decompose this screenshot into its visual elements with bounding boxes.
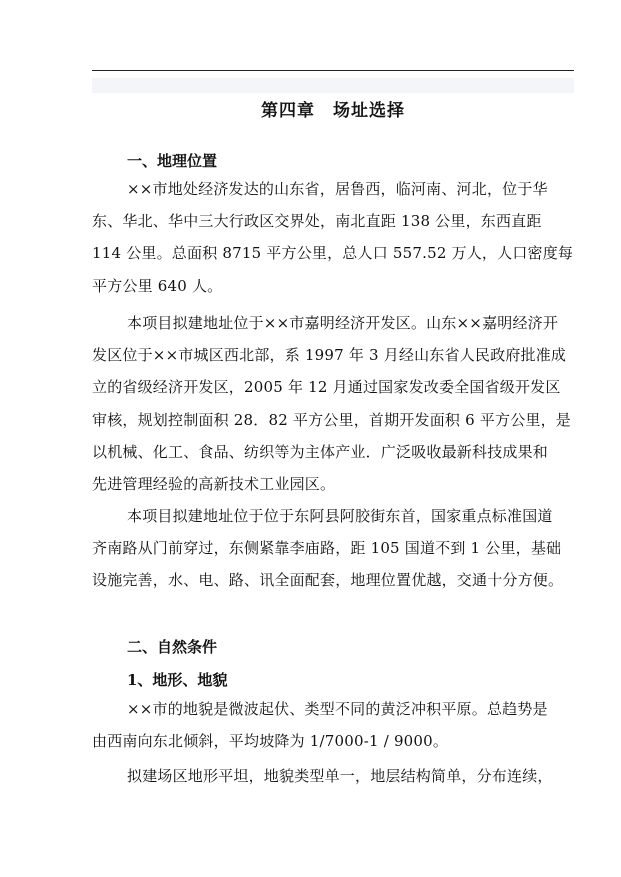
paragraph-project-site xyxy=(92,307,571,500)
chapter-name: 场址选择 xyxy=(333,101,405,121)
text-line: 东、华北、华中三大行政区交界处，南北直距 138 公里，东西直距 xyxy=(92,212,542,231)
text-line: 发区位于××市城区西北部，系 1997 年 3 月经山东省人民政府批准成 xyxy=(92,346,567,365)
chapter-number: 第四章 xyxy=(261,101,315,121)
text-line: 本项目拟建地址位于位于东阿县阿胶街东首，国家重点标准国道 xyxy=(127,507,553,525)
header-rule xyxy=(92,70,574,71)
chapter-title xyxy=(92,96,574,121)
header-shade xyxy=(92,78,574,93)
text-line: 拟建场区地形平坦，地貌类型单一，地层结构简单，分布连续， xyxy=(127,767,553,785)
text-line: 本项目拟建地址位于××市嘉明经济开发区。山东××嘉明经济开 xyxy=(127,314,559,332)
text-line: 立的省级经济开发区，2005 年 12 月通过国家发改委全国省级开发区 xyxy=(92,378,561,397)
paragraph-site-terrain xyxy=(92,760,568,792)
paragraph-site-access xyxy=(92,500,568,597)
text-line: 以机械、化工、食品、纺织等为主体产业．广泛吸收最新科技成果和 xyxy=(92,442,549,461)
section-heading-natural: 二、自然条件 xyxy=(127,638,218,656)
section-heading-location: 一、地理位置 xyxy=(127,152,218,170)
subheading-terrain: 1、地形、地貌 xyxy=(127,671,228,689)
text-line: 先进管理经验的高新技术工业园区。 xyxy=(92,475,336,494)
text-line: ××市的地貌是微波起伏、类型不同的黄泛冲积平原。总趋势是 xyxy=(127,700,548,718)
text-line: 设施完善，水、电、路、讯全面配套，地理位置优越，交通十分方便。 xyxy=(92,571,564,590)
text-line: 审核，规划控制面积 28．82 平方公里，首期开发面积 6 平方公里，是 xyxy=(92,410,571,429)
text-line: 平方公里 640 人。 xyxy=(92,276,223,295)
text-line: 由西南向东北倾斜，平均坡降为 1/7000-1 / 9000。 xyxy=(92,732,449,751)
text-line: 齐南路从门前穿过，东侧紧靠李庙路，距 105 国道不到 1 公里，基础 xyxy=(92,539,562,558)
text-line: ××市地处经济发达的山东省，居鲁西，临河南、河北，位于华 xyxy=(127,180,548,198)
paragraph-terrain xyxy=(92,693,568,757)
paragraph-location-overview xyxy=(92,173,574,302)
text-line: 114 公里。总面积 8715 平方公里，总人口 557.52 万人，人口密度每 xyxy=(92,244,574,263)
